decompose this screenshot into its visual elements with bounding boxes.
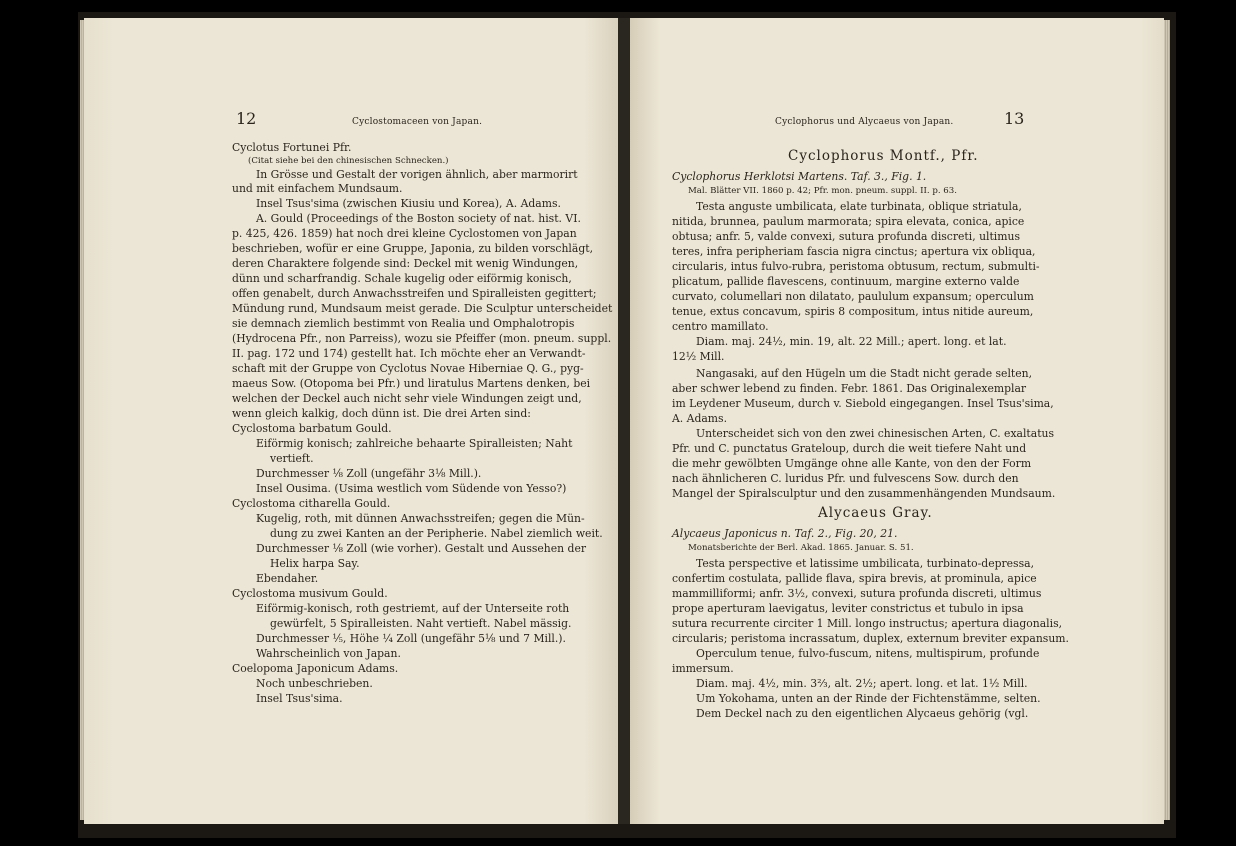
text-line: Testa anguste umbilicata, elate turbinata, oblique striatula,: [696, 200, 1022, 213]
text-line: Ebendaher.: [256, 572, 319, 585]
text-line: Cyclostoma citharella Gould.: [232, 497, 391, 510]
text-line: vertieft.: [270, 452, 314, 465]
text-line: Eiförmig-konisch, roth gestriemt, auf der Unterseite roth: [256, 602, 570, 615]
text-line: Unterscheidet sich von den zwei chinesischen Arten, C. exaltatus: [696, 427, 1055, 440]
text-line: curvato, columellari non dilatato, paululum expansum; operculum: [672, 290, 1034, 303]
text-line: nitida, brunnea, paulum marmorata; spira elevata, conica, apice: [672, 215, 1025, 228]
text-line: aber schwer lebend zu finden. Febr. 1861. Das Originalexemplar: [672, 382, 1027, 395]
text-line: Mündung rund, Mundsaum meist gerade. Die Sculptur unterscheidet: [232, 302, 613, 315]
section-heading: Alycaeus Gray.: [818, 505, 933, 521]
species-heading: Alycaeus Japonicus n. Taf. 2., Fig. 20, 21.: [672, 527, 898, 540]
text-line: beschrieben, wofür er eine Gruppe, Japonia, zu bilden vorschlägt,: [232, 242, 594, 255]
text-line: sie demnach ziemlich bestimmt von Realia und Omphalotropis: [232, 317, 575, 330]
citation-line: Mal. Blätter VII. 1860 p. 42; Pfr. mon. pneum. suppl. II. p. 63.: [688, 186, 957, 196]
text-line: sutura recurrente circiter 1 Mill. longo instructus; apertura diagonalis,: [672, 617, 1063, 630]
text-line: nach ähnlicheren C. luridus Pfr. und fulvescens Sow. durch den: [672, 472, 1019, 485]
text-line: mammilliformi; anfr. 3½, convexi, sutura profunda discreti, ultimus: [672, 587, 1042, 600]
text-line: Insel Tsus'sima (zwischen Kiusiu und Korea), A. Adams.: [256, 197, 561, 210]
text-line: A. Adams.: [672, 412, 728, 425]
text-line: Diam. maj. 24½, min. 19, alt. 22 Mill.; apert. long. et lat.: [696, 335, 1007, 348]
text-line: p. 425, 426. 1859) hat noch drei kleine Cyclostomen von Japan: [232, 227, 577, 240]
running-header: Cyclostomaceen von Japan.: [352, 117, 483, 127]
right-page: [630, 18, 1164, 824]
text-line: Noch unbeschrieben.: [256, 677, 373, 690]
text-line: schaft mit der Gruppe von Cyclotus Novae Hiberniae Q. G., pyg-: [232, 362, 584, 375]
text-line: (Citat siehe bei den chinesischen Schnecken.): [248, 156, 449, 166]
citation-line: Monatsberichte der Berl. Akad. 1865. Januar. S. 51.: [688, 543, 914, 553]
text-line: obtusa; anfr. 5, valde convexi, sutura profunda discreti, ultimus: [672, 230, 1020, 243]
text-line: A. Gould (Proceedings of the Boston society of nat. hist. VI.: [256, 212, 581, 225]
section-heading: Cyclophorus Montf., Pfr.: [788, 148, 979, 164]
text-line: im Leydener Museum, durch v. Siebold eingegangen. Insel Tsus'sima,: [672, 397, 1054, 410]
text-line: Cyclostoma musivum Gould.: [232, 587, 388, 600]
text-line: immersum.: [672, 662, 734, 675]
text-line: Cyclotus Fortunei Pfr.: [232, 141, 352, 154]
text-line: centro mamillato.: [672, 320, 769, 333]
text-line: Durchmesser ⅛ Zoll (ungefähr 3⅛ Mill.).: [256, 467, 482, 480]
text-line: teres, infra peripheriam fascia nigra cinctus; apertura vix obliqua,: [672, 245, 1036, 258]
text-line: circularis, intus fulvo-rubra, peristoma obtusum, rectum, submulti-: [672, 260, 1040, 273]
text-line: dung zu zwei Kanten an der Peripherie. Nabel ziemlich weit.: [270, 527, 603, 540]
left-page: [84, 18, 620, 824]
text-line: 12½ Mill.: [672, 350, 725, 363]
text-line: und mit einfachem Mundsaum.: [232, 182, 403, 195]
text-line: (Hydrocena Pfr., non Parreiss), wozu sie Pfeiffer (mon. pneum. suppl.: [232, 332, 612, 345]
text-line: Testa perspective et latissime umbilicata, turbinato-depressa,: [696, 557, 1034, 570]
text-line: Helix harpa Say.: [270, 557, 360, 570]
text-line: tenue, extus concavum, spiris 8 compositum, intus nitide aureum,: [672, 305, 1034, 318]
text-line: Durchmesser ⅛ Zoll (wie vorher). Gestalt und Aussehen der: [256, 542, 586, 555]
page-number: 13: [1004, 109, 1025, 128]
text-line: Mangel der Spiralsculptur und den zusammenhängenden Mundsaum.: [672, 487, 1056, 500]
text-line: Eiförmig konisch; zahlreiche behaarte Spiralleisten; Naht: [256, 437, 573, 450]
text-line: Kugelig, roth, mit dünnen Anwachsstreifen; gegen die Mün-: [256, 512, 585, 525]
text-line: maeus Sow. (Otopoma bei Pfr.) und liratulus Martens denken, bei: [232, 377, 591, 390]
text-line: Diam. maj. 4½, min. 3⅔, alt. 2½; apert. long. et lat. 1½ Mill.: [696, 677, 1028, 690]
text-line: Coelopoma Japonicum Adams.: [232, 662, 399, 675]
text-line: In Grösse und Gestalt der vorigen ähnlich, aber marmorirt: [256, 168, 578, 181]
text-line: dünn und scharfrandig. Schale kugelig oder eiförmig konisch,: [232, 272, 572, 285]
text-line: offen genabelt, durch Anwachsstreifen und Spiralleisten gegittert;: [232, 287, 597, 300]
text-line: confertim costulata, pallide flava, spira brevis, at prominula, apice: [672, 572, 1037, 585]
text-line: Nangasaki, auf den Hügeln um die Stadt nicht gerade selten,: [696, 367, 1033, 380]
text-line: Insel Tsus'sima.: [256, 692, 343, 705]
text-line: Pfr. und C. punctatus Grateloup, durch die weit tiefere Naht und: [672, 442, 1027, 455]
text-line: II. pag. 172 und 174) gestellt hat. Ich möchte eher an Verwandt-: [232, 347, 586, 360]
text-line: die mehr gewölbten Umgänge ohne alle Kante, von den der Form: [672, 457, 1032, 470]
text-line: deren Charaktere folgende sind: Deckel mit wenig Windungen,: [232, 257, 579, 270]
text-line: Wahrscheinlich von Japan.: [256, 647, 401, 660]
text-line: Um Yokohama, unten an der Rinde der Fichtenstämme, selten.: [696, 692, 1041, 705]
page-number: 12: [236, 109, 257, 128]
species-heading: Cyclophorus Herklotsi Martens. Taf. 3., Fig. 1.: [672, 170, 927, 183]
running-header: Cyclophorus und Alycaeus von Japan.: [775, 117, 954, 127]
text-line: prope aperturam laevigatus, leviter constrictus et tubulo in ipsa: [672, 602, 1024, 615]
text-line: Cyclostoma barbatum Gould.: [232, 422, 392, 435]
text-line: wenn gleich kalkig, doch dünn ist. Die drei Arten sind:: [232, 407, 531, 420]
text-line: Dem Deckel nach zu den eigentlichen Alycaeus gehörig (vgl.: [696, 707, 1029, 720]
text-line: gewürfelt, 5 Spiralleisten. Naht vertieft. Nabel mässig.: [270, 617, 572, 630]
text-line: plicatum, pallide flavescens, continuum, margine externo valde: [672, 275, 1020, 288]
text-line: Durchmesser ⅕, Höhe ¼ Zoll (ungefähr 5⅛ und 7 Mill.).: [256, 632, 566, 645]
text-line: Operculum tenue, fulvo-fuscum, nitens, multispirum, profunde: [696, 647, 1040, 660]
text-line: welchen der Deckel auch nicht sehr viele Windungen zeigt und,: [232, 392, 582, 405]
text-line: Insel Ousima. (Usima westlich vom Südende von Yesso?): [256, 482, 567, 495]
text-line: circularis; peristoma incrassatum, duplex, externum breviter expansum.: [672, 632, 1069, 645]
